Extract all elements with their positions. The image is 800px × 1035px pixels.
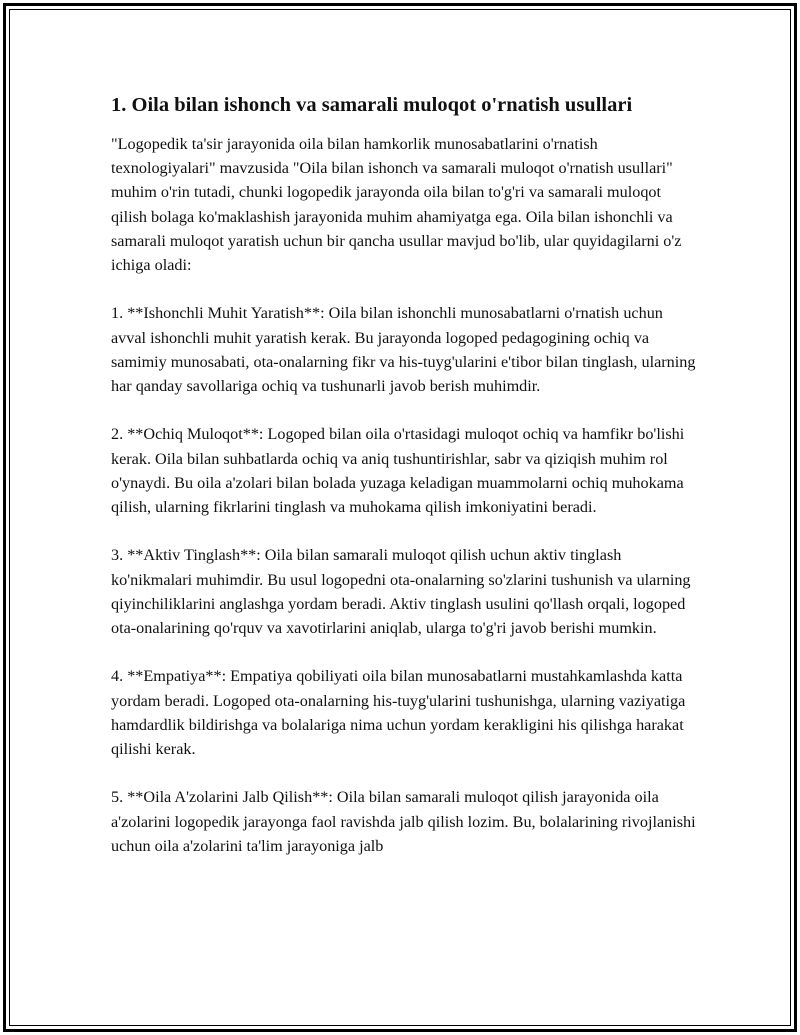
paragraph-item-3: 3. **Aktiv Tinglash**: Oila bilan samarali muloqot qilish uchun aktiv tinglash ko'nikmalari muhimdir. Bu usul logopedni ota-onalarning so'zlarini tushunish va ularning qiyinchiliklarini anglashga yordam beradi. Aktiv tinglash usulini qo'llash orqali, logoped ota-onalarining qo'rquv va xavotirlarini aniqlab, ularga to'g'ri javob berishi mumkin. [111, 546, 691, 638]
paragraph-item-4: 4. **Empatiya**: Empatiya qobiliyati oila bilan munosabatlarni mustahkamlashda katta yordam beradi. Logoped ota-onalarning his-tuyg'ularini tushunishga, ularning vaziyatiga hamdardlik bildirishga va bolalariga nima uchun yordam kerakligini his qilishga harakat qilishi kerak. [111, 667, 686, 759]
paragraph-item-2: 2. **Ochiq Muloqot**: Logoped bilan oila o'rtasidagi muloqot ochiq va hamfikr bo'lishi kerak. Oila bilan suhbatlarda ochiq va aniq tushuntirishlar, sabr va qiziqish muhim rol o'ynaydi. Bu oila a'zolari bilan bolada yuzaga keladigan muammolarni ochiq muhokama qilish, ularning fikrlarini tinglash va muhokama qilish imkoniyatini beradi. [111, 425, 685, 517]
document-body [111, 92, 701, 882]
document-title: 1. Oila bilan ishonch va samarali muloqot o'rnatish usullari [111, 94, 633, 116]
paragraph-intro: "Logopedik ta'sir jarayonida oila bilan hamkorlik munosabatlarini o'rnatish texnologiyalari" mavzusida "Oila bilan ishonch va samarali muloqot o'rnatish usullari" muhim o'rin tutadi, chunki logopedik jarayonda oila bilan to'g'ri va samarali muloqot qilish bolaga ko'maklashish jarayonida muhim ahamiyatga ega. Oila bilan ishonchli va samarali muloqot yaratish uchun bir qancha usullar mavjud bo'lib, ular quyidagilarni o'z ichiga oladi: [111, 135, 682, 275]
paragraph-item-5: 5. **Oila A'zolarini Jalb Qilish**: Oila bilan samarali muloqot qilish jarayonida oila a'zolarini logopedik jarayonga faol ravishda jalb qilish lozim. Bu, bolalarining rivojlanishi uchun oila a'zolarini ta'lim jarayoniga jalb [111, 788, 696, 855]
paragraph-item-1: 1. **Ishonchli Muhit Yaratish**: Oila bilan ishonchli munosabatlarni o'rnatish uchun avval ishonchli muhit yaratish kerak. Bu jarayonda logoped pedagogining ochiq va samimiy munosabati, ota-onalarning fikr va his-tuyg'ularini e'tibor bilan tinglash, ularning har qanday savollariga ochiq va tushunarli javob berish muhimdir. [111, 304, 696, 396]
